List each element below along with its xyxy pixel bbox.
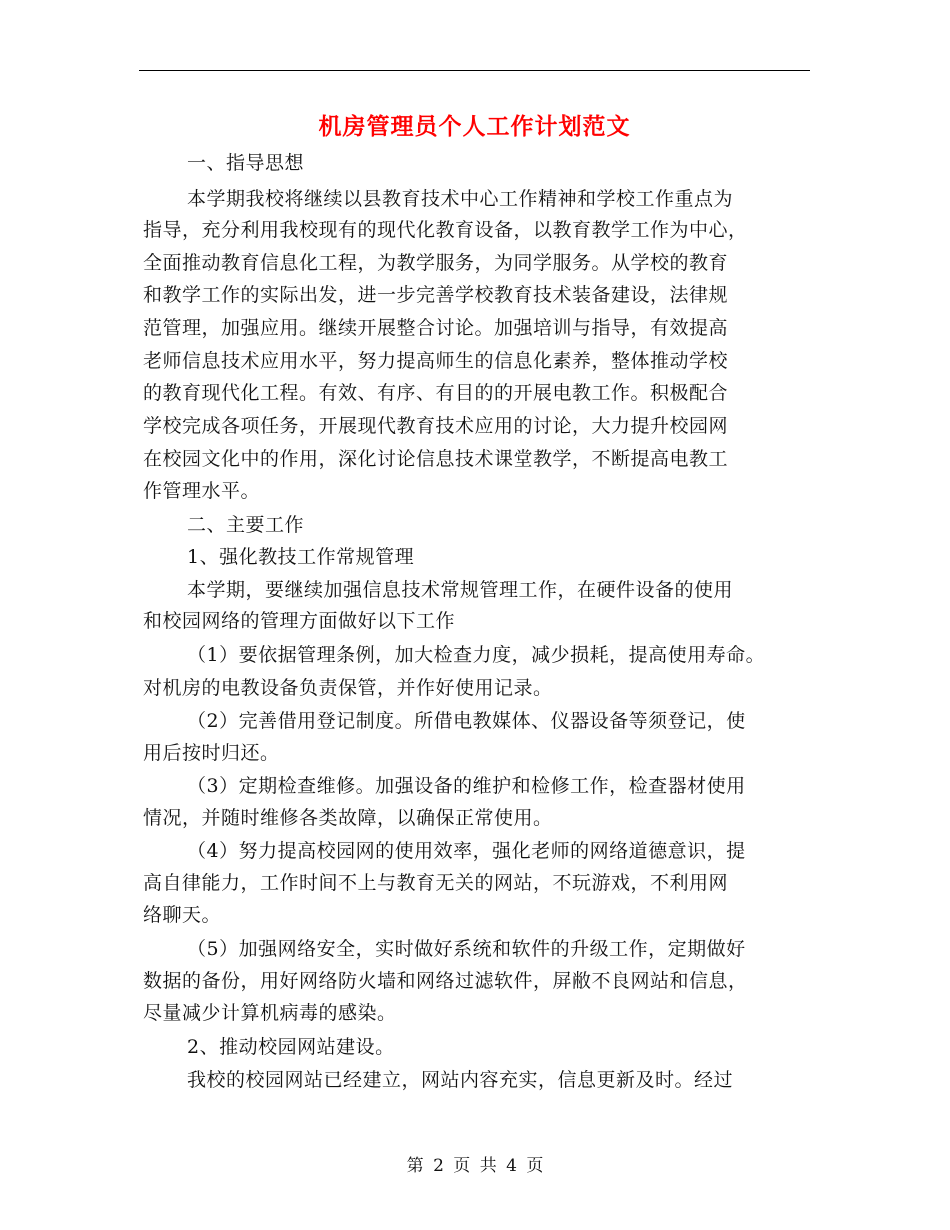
subsection-heading: 2、推动校园网站建设。 — [187, 1036, 395, 1058]
list-item-line: （5）加强网络安全，实时做好系统和软件的升级工作，定期做好 — [187, 938, 746, 960]
page-number-footer: 第 2 页 共 4 页 — [406, 1156, 544, 1176]
paragraph-line: 和校园网络的管理方面做好以下工作 — [143, 610, 456, 632]
list-item-line: 高自律能力，工作时间不上与教育无关的网站，不玩游戏，不利用网 — [143, 872, 729, 894]
paragraph-line: 我校的校园网站已经建立，网站内容充实，信息更新及时。经过 — [187, 1069, 734, 1091]
list-item-line: 用后按时归还。 — [143, 742, 280, 764]
list-item-line: 对机房的电教设备负责保管，并作好使用记录。 — [143, 677, 553, 699]
paragraph-line: 和教学工作的实际出发，进一步完善学校教育技术装备建设，法律规 — [143, 284, 729, 306]
subsection-heading: 1、强化教技工作常规管理 — [187, 546, 415, 568]
paragraph-line: 老师信息技术应用水平，努力提高师生的信息化素养，整体推动学校 — [143, 350, 729, 372]
paragraph-line: 在校园文化中的作用，深化讨论信息技术课堂教学，不断提高电教工 — [143, 448, 729, 470]
paragraph-line: 全面推动教育信息化工程，为教学服务，为同学服务。从学校的教育 — [143, 252, 729, 274]
paragraph-line: 指导，充分利用我校现有的现代化教育设备，以教育教学工作为中心， — [143, 219, 748, 241]
header-rule — [139, 70, 810, 71]
list-item-line: （2）完善借用登记制度。所借电教媒体、仪器设备等须登记，使 — [187, 710, 746, 732]
paragraph-line: 本学期，要继续加强信息技术常规管理工作，在硬件设备的使用 — [187, 579, 734, 601]
paragraph-line: 范管理，加强应用。继续开展整合讨论。加强培训与指导，有效提高 — [143, 317, 729, 339]
section-heading: 二、主要工作 — [187, 514, 305, 536]
paragraph-line: 学校完成各项任务，开展现代教育技术应用的讨论，大力提升校园网 — [143, 415, 729, 437]
list-item-line: 数据的备份，用好网络防火墙和网络过滤软件，屏敝不良网站和信息， — [143, 970, 748, 992]
list-item-line: （3）定期检查维修。加强设备的维护和检修工作，检查器材使用 — [187, 775, 746, 797]
paragraph-line: 的教育现代化工程。有效、有序、有目的的开展电教工作。积极配合 — [143, 382, 729, 404]
list-item-line: （4）努力提高校园网的使用效率，强化老师的网络道德意识，提 — [187, 840, 746, 862]
list-item-line: 络聊天。 — [143, 904, 222, 926]
list-item-line: （1）要依据管理条例，加大检查力度，减少损耗，提高使用寿命。 — [187, 644, 766, 666]
list-item-line: 情况，并随时维修各类故障，以确保正常使用。 — [143, 807, 553, 829]
paragraph-line: 作管理水平。 — [143, 480, 261, 502]
paragraph-line: 本学期我校将继续以县教育技术中心工作精神和学校工作重点为 — [187, 188, 734, 210]
list-item-line: 尽量减少计算机病毒的感染。 — [143, 1002, 397, 1024]
document-title: 机房管理员个人工作计划范文 — [318, 113, 631, 140]
section-heading: 一、指导思想 — [187, 152, 305, 174]
